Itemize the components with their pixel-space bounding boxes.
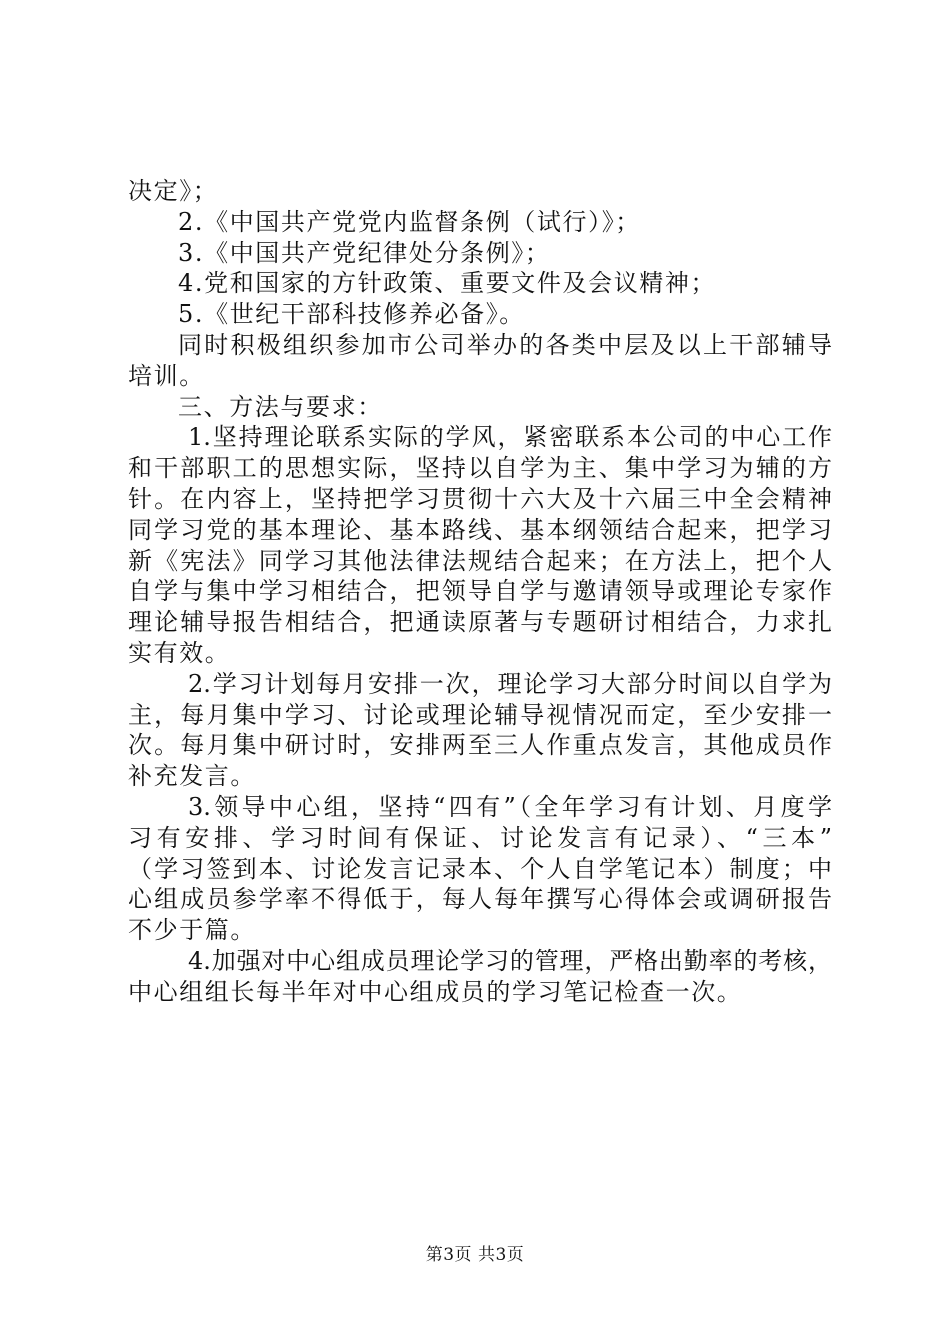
text-line: 新《宪法》同学习其他法律法规结合起来；在方法上，把个人: [128, 546, 832, 575]
text-line: 同学习党的基本理论、基本路线、基本纲领结合起来，把学习: [128, 515, 832, 544]
document-body: [128, 176, 832, 1008]
text-line: 不少于篇。: [128, 916, 256, 945]
text-line: 补充发言。: [128, 762, 256, 791]
text-line: 1.坚持理论联系实际的学风，紧密联系本公司的中心工作: [188, 423, 832, 452]
text-line: 4.党和国家的方针政策、重要文件及会议精神；: [178, 269, 717, 298]
page-footer: 第3页 共3页: [425, 1245, 525, 1265]
text-line: 理论辅导报告相结合，把通读原著与专题研讨相结合，力求扎: [128, 608, 832, 637]
section-heading: 三、方法与要求：: [178, 392, 383, 421]
text-line: 5.《世纪干部科技修养必备》。: [178, 300, 525, 329]
text-line: 培训。: [128, 361, 205, 390]
text-line: 实有效。: [128, 638, 231, 667]
text-line: 4.加强对中心组成员理论学习的管理，严格出勤率的考核，: [188, 946, 832, 975]
text-line: 同时积极组织参加市公司举办的各类中层及以上干部辅导: [178, 330, 832, 359]
text-line: 针。在内容上，坚持把学习贯彻十六大及十六届三中全会精神: [128, 484, 832, 513]
text-line: （学习签到本、讨论发言记录本、个人自学笔记本）制度；中: [128, 854, 832, 883]
text-line: 2.《中国共产党党内监督条例（试行）》；: [178, 207, 641, 236]
text-line: 和干部职工的思想实际，坚持以自学为主、集中学习为辅的方: [128, 454, 832, 483]
text-line: 心组成员参学率不得低于，每人每年撰写心得体会或调研报告: [128, 885, 832, 914]
text-line: 3.领导中心组，坚持“四有”（全年学习有计划、月度学: [188, 792, 832, 821]
text-line: 2.学习计划每月安排一次，理论学习大部分时间以自学为: [188, 669, 832, 698]
text-line: 决定》；: [128, 177, 219, 205]
text-line: 自学与集中学习相结合，把领导自学与邀请领导或理论专家作: [128, 577, 832, 606]
text-line: 3.《中国共产党纪律处分条例》；: [178, 238, 551, 267]
text-line: 习有安排、学习时间有保证、讨论发言有记录）、“三本”: [128, 823, 832, 852]
text-line: 中心组组长每半年对中心组成员的学习笔记检查一次。: [128, 977, 743, 1006]
text-line: 主，每月集中学习、讨论或理论辅导视情况而定，至少安排一: [128, 700, 832, 729]
text-line: 次。每月集中研讨时，安排两至三人作重点发言，其他成员作: [128, 731, 832, 760]
